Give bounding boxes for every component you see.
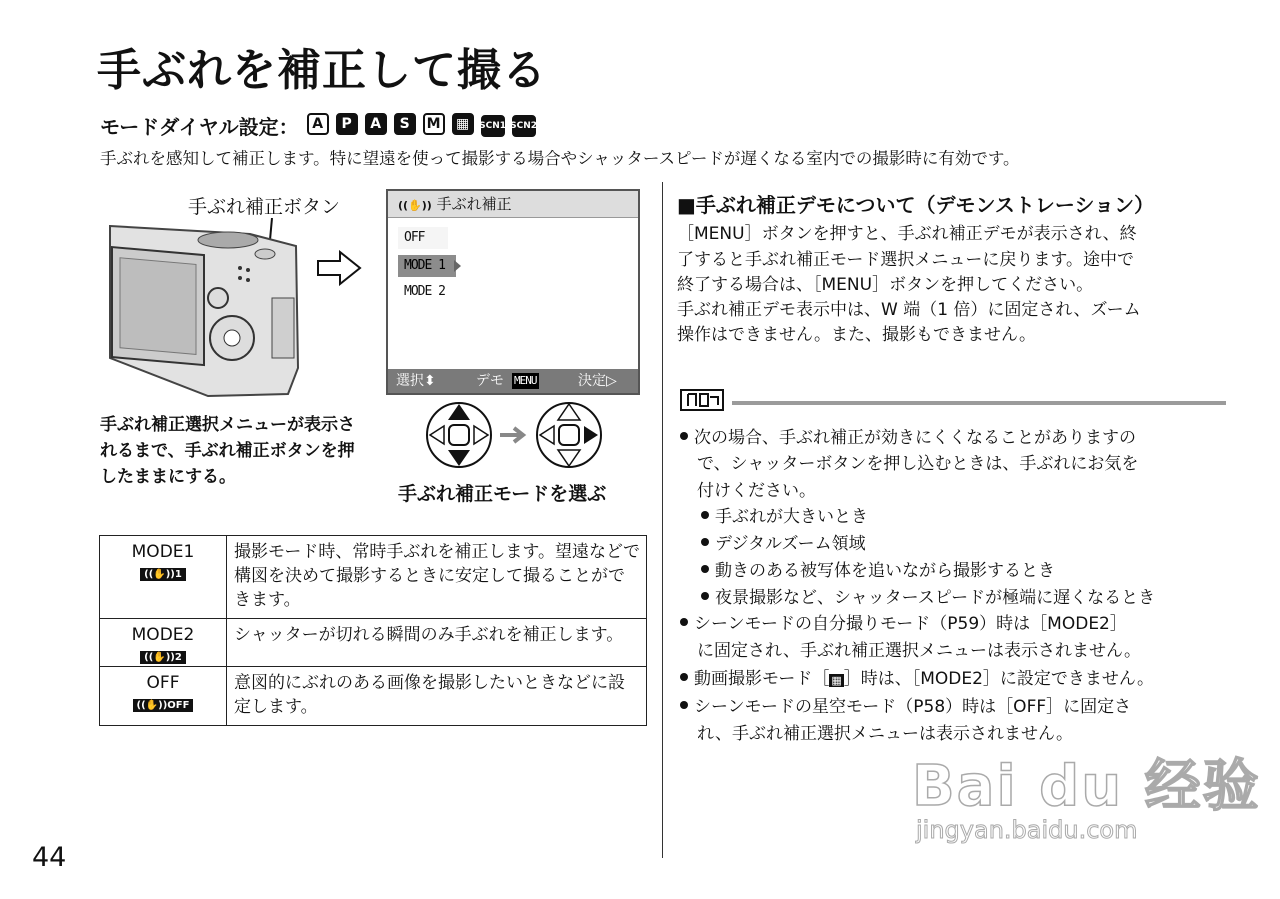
stabilizer-mode1-icon: ((✋))1 [140, 568, 186, 581]
note-item: 動画撮影モード［ ▦ ］時は、［MODE2］に設定できません。 [680, 664, 1154, 689]
intro-text: 手ぶれを感知して補正します。特に望遠を使って撮影する場合やシャッタースピードが遅くなる室内での撮影時に有効です。 [100, 149, 1020, 168]
mode-description: 意図的にぶれのある画像を撮影したいときなどに設定します。 [227, 667, 647, 726]
note-item-cont: 付けください。 [697, 481, 816, 501]
mode-name: OFF [146, 673, 180, 693]
lcd-item-mode2: MODE 2 [404, 284, 445, 299]
table-row [100, 667, 647, 726]
note-subitem: 手ぶれが大きいとき [701, 502, 868, 527]
page-number: 44 [32, 842, 67, 873]
mode-description: 撮影モード時、常時手ぶれを補正します。望遠などで構図を決めて撮影するときに安定して撮ることができます。 [227, 536, 647, 619]
lcd-item-mode1: MODE 1 [398, 255, 456, 277]
scene1-mode-icon: SCN1 [481, 115, 505, 137]
caption-hold-button: 手ぶれ補正選択メニューが表示されるまで、手ぶれ補正ボタンを押したままにする。 [100, 415, 355, 487]
lcd-header-title: 手ぶれ補正 [436, 195, 512, 213]
lcd-footer-menu-badge: MENU [514, 374, 537, 387]
baidu-watermark [898, 742, 1261, 852]
bullet-icon [701, 592, 709, 600]
bullet-icon [680, 618, 688, 626]
dpad-updown-icon [427, 403, 491, 467]
note-item: シーンモードの星空モード（P58）時は［OFF］に固定さ [680, 692, 1131, 717]
memo-rule [732, 401, 1226, 405]
caption-select-mode: 手ぶれ補正モードを選ぶ [398, 483, 607, 505]
table-row [100, 619, 647, 667]
movie-mode-icon: ▦ [831, 674, 842, 687]
demo-text-line: 了すると手ぶれ補正モード選択メニューに戻ります。途中で [677, 250, 1134, 270]
bullet-icon [701, 511, 709, 519]
table-row [100, 536, 647, 619]
memo-book-icon [680, 389, 724, 411]
right-triangle-icon: ▷ [606, 373, 617, 389]
mode-name: MODE1 [131, 542, 195, 562]
bullet-icon [701, 565, 709, 573]
watermark-url: jingyan.baidu.com [916, 816, 1138, 844]
movie-mode-icon: ▦ [452, 113, 474, 135]
lcd-header [388, 191, 638, 218]
bullet-icon [680, 673, 688, 681]
aperture-mode-icon: A [365, 113, 387, 135]
note-subitem: デジタルズーム領域 [701, 529, 866, 554]
demo-text-line: 終了する場合は、［MENU］ボタンを押してください。 [677, 275, 1094, 295]
manual-mode-icon: M [423, 113, 445, 135]
demo-heading: ■手ぶれ補正デモについて（デモンストレーション） [677, 193, 1155, 217]
demo-text-line: 操作はできません。また、撮影もできません。 [677, 325, 1037, 345]
lcd-menu-screen [386, 189, 640, 395]
shutter-mode-icon: S [394, 113, 416, 135]
camera-illustration [100, 218, 300, 398]
mode-dial-label: モードダイヤル設定： [100, 114, 299, 139]
note-item-cont: で、シャッターボタンを押し込むときは、手ぶれにお気を [697, 454, 1139, 474]
mode-name: MODE2 [131, 625, 195, 645]
program-mode-icon: P [336, 113, 358, 135]
stabilizer-off-icon: ((✋))OFF [133, 699, 194, 712]
arrow-right-icon [500, 428, 523, 442]
lcd-footer-select: 選択⬍ [396, 373, 436, 389]
mode-icons [307, 113, 543, 137]
scene2-mode-icon: SCN2 [512, 115, 536, 137]
note-item: シーンモードの自分撮りモード（P59）時は［MODE2］ [680, 609, 1127, 634]
demo-text-line: ［MENU］ボタンを押すと、手ぶれ補正デモが表示され、終 [677, 224, 1137, 244]
bullet-icon [701, 538, 709, 546]
stabilizer-icon: ((✋)) [398, 199, 432, 212]
watermark-main: Bai du 经验 [912, 754, 1261, 819]
bullet-icon [680, 701, 688, 709]
dpad-illustration [424, 400, 604, 470]
note-subitem: 夜景撮影など、シャッタースピードが極端に遅くなるとき [701, 583, 1155, 608]
lcd-footer [388, 369, 638, 393]
note-item-cont: れ、手ぶれ補正選択メニューは表示されません。 [697, 724, 1074, 744]
lcd-item-off: OFF [398, 227, 448, 249]
column-divider [662, 182, 663, 858]
caret-right-icon [454, 260, 461, 272]
mode-table [99, 535, 647, 726]
page-title: 手ぶれを補正して撮る [97, 45, 547, 96]
arrow-right-icon [316, 250, 362, 286]
dpad-right-icon [537, 403, 601, 467]
note-item: 次の場合、手ぶれ補正が効きにくくなることがありますの [680, 423, 1136, 448]
demo-text-line: 手ぶれ補正デモ表示中は、W 端（1 倍）に固定され、ズーム [677, 300, 1141, 320]
bullet-icon [680, 432, 688, 440]
stabilizer-mode2-icon: ((✋))2 [140, 651, 186, 664]
note-item-cont: に固定され、手ぶれ補正選択メニューは表示されません。 [697, 641, 1142, 661]
auto-mode-icon: A [307, 113, 329, 135]
lcd-footer-demo: デモ [476, 373, 504, 389]
lcd-footer-set: 決定▷ [578, 373, 617, 389]
updown-arrow-icon: ⬍ [424, 373, 436, 389]
mode-dial-row [100, 111, 543, 139]
mode-description: シャッターが切れる瞬間のみ手ぶれを補正します。 [227, 619, 647, 667]
stabilizer-button-label: 手ぶれ補正ボタン [188, 196, 341, 218]
note-subitem: 動きのある被写体を追いながら撮影するとき [701, 556, 1055, 581]
